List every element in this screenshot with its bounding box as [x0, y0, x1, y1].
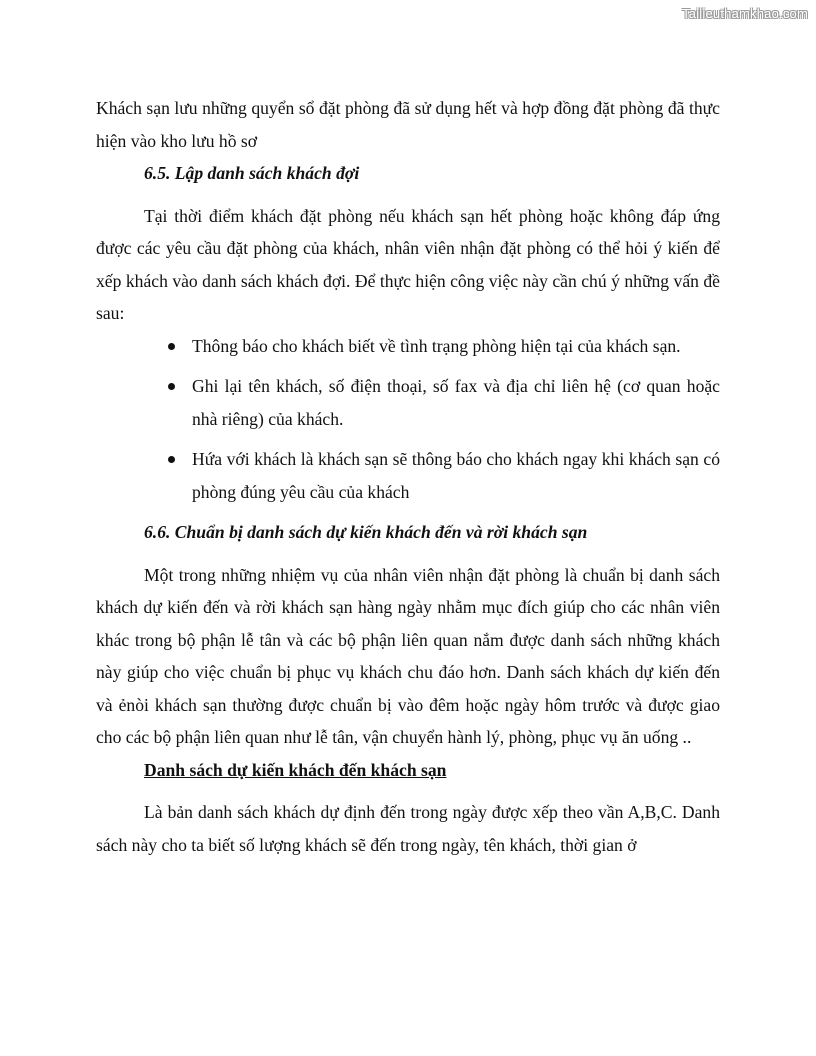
list-item	[96, 370, 720, 435]
list-item-text: Hứa với khách là khách sạn sẽ thông báo cho khách ngay khi khách sạn có phòng đúng yêu cầu của khách	[192, 449, 720, 502]
bullet-icon	[168, 456, 175, 463]
subheading-arrival-list: Danh sách dự kiến khách đến khách sạn	[144, 759, 447, 780]
bullet-icon	[168, 343, 175, 350]
paragraph-waitlist-intro: Tại thời điểm khách đặt phòng nếu khách sạn hết phòng hoặc không đáp ứng được các yêu cầu đặt phòng của khách, nhân viên nhận đặt phòng có thể hỏi ý kiến để xếp khách vào danh sách khách đợi. Để thực hiện công việc này cần chú ý những vấn đề sau:	[96, 205, 720, 323]
list-item	[96, 330, 720, 363]
section-heading-6-6: 6.6. Chuẩn bị danh sách dự kiến khách đến và rời khách sạn	[144, 522, 588, 542]
paragraph-arrival-list: Là bản danh sách khách dự định đến trong ngày được xếp theo vần A,B,C. Danh sách này cho ta biết số lượng khách sẽ đến trong ngày, tên khách, thời gian ở	[96, 802, 720, 855]
bullet-icon	[168, 383, 175, 390]
watermark: Tailieuthamkhao.com	[682, 6, 808, 21]
document-body	[96, 92, 720, 861]
section-heading-6-5: 6.5. Lập danh sách khách đợi	[144, 163, 360, 183]
list-item	[96, 443, 720, 508]
paragraph-arrival-departure: Một trong những nhiệm vụ của nhân viên nhận đặt phòng là chuẩn bị danh sách khách dự kiến đến và rời khách sạn hàng ngày nhằm mục đích giúp cho các nhân viên khác trong bộ phận lễ tân và các bộ phận liên quan nắm được danh sách những khách này giúp cho việc chuẩn bị phục vụ khách chu đáo hơn. Danh sách khách dự kiến đến và ẻnòi khách sạn thường được chuẩn bị vào đêm hoặc ngày hôm trước và được giao cho các bộ phận liên quan như lễ tân, vận chuyển hành lý, phòng, phục vụ ăn uống ..	[96, 564, 720, 747]
bullet-list	[96, 330, 720, 509]
list-item-text: Ghi lại tên khách, số điện thoại, số fax và địa chỉ liên hệ (cơ quan hoặc nhà riêng) của khách.	[192, 376, 720, 429]
list-item-text: Thông báo cho khách biết về tình trạng phòng hiện tại của khách sạn.	[192, 335, 681, 356]
paragraph-archive: Khách sạn lưu những quyển sổ đặt phòng đã sử dụng hết và hợp đồng đặt phòng đã thực hiện vào kho lưu hồ sơ	[96, 98, 720, 151]
